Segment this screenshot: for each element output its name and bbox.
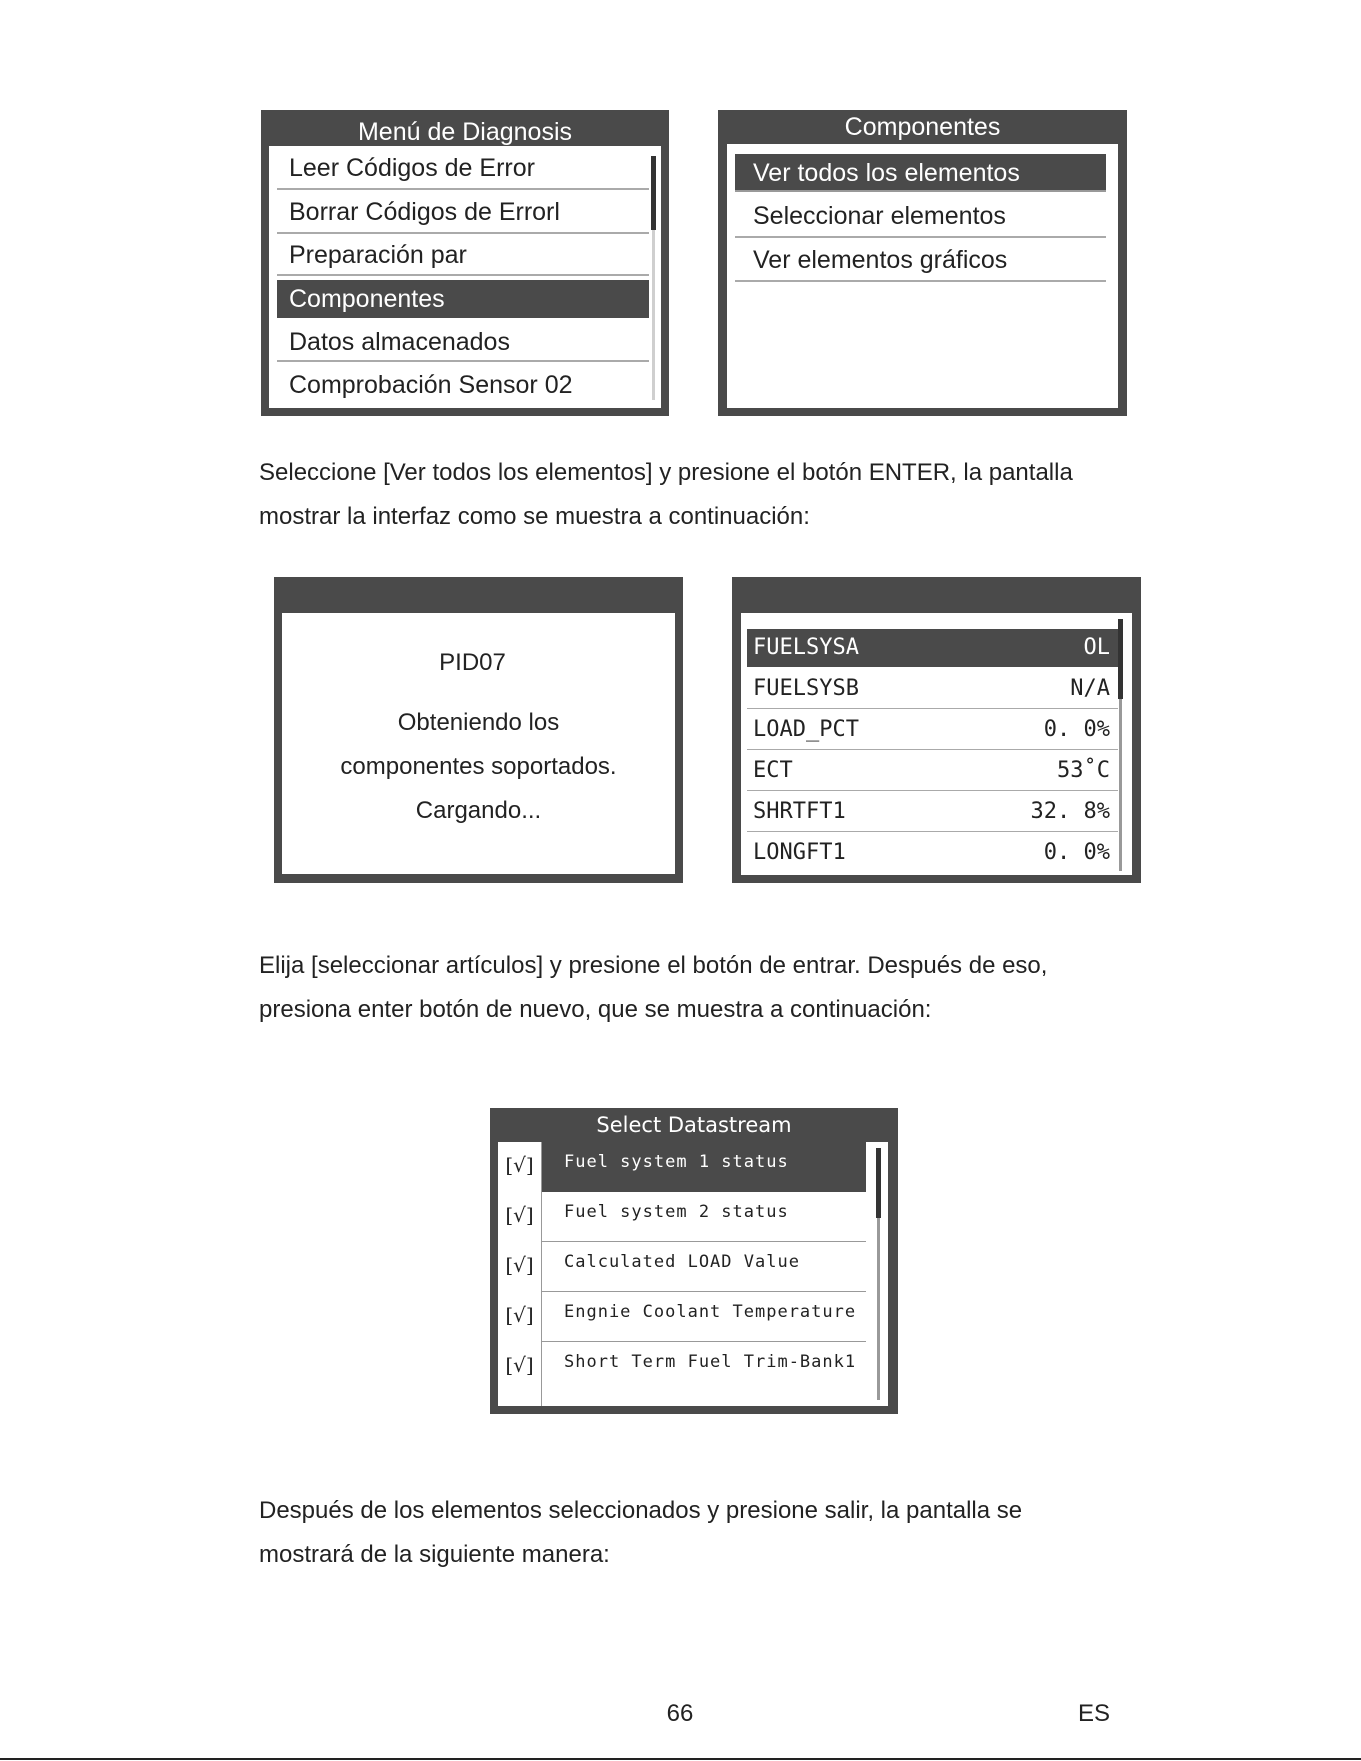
- loading-screen: [274, 577, 683, 883]
- pid-value: OL: [1083, 635, 1110, 660]
- live-data-row[interactable]: [747, 833, 1118, 873]
- menu-item-componentes[interactable]: [277, 280, 649, 318]
- menu-divider: [277, 188, 649, 190]
- components-title: Componentes: [844, 113, 1001, 141]
- menu-divider: [277, 232, 649, 234]
- checkbox[interactable]: [√]: [498, 1142, 542, 1192]
- menu-item-comprobacion-sensor[interactable]: [277, 364, 649, 406]
- menu-divider: [735, 190, 1106, 192]
- components-item-seleccionar[interactable]: [735, 196, 1106, 238]
- live-data-screen: [732, 577, 1141, 883]
- pid-value: N/A: [1070, 676, 1110, 701]
- components-item-graficos[interactable]: [735, 240, 1106, 282]
- loading-panel: [282, 613, 675, 874]
- components-list: [727, 144, 1118, 408]
- pid-value: 0. 0%: [1043, 717, 1110, 742]
- pid-value: 53˚C: [1057, 758, 1110, 783]
- menu-item-leer-codigos[interactable]: [277, 148, 649, 190]
- pid-name: LONGFT1: [753, 840, 846, 865]
- datastream-row[interactable]: [498, 1192, 888, 1242]
- menu-item-label: Comprobación Sensor 02: [289, 371, 573, 399]
- menu-scrollbar-thumb[interactable]: [651, 156, 656, 230]
- datastream-item-label: Engnie Coolant Temperature: [564, 1302, 857, 1322]
- pid-name: FUELSYSB: [753, 676, 859, 701]
- diagnosis-menu-screen: [261, 110, 669, 416]
- menu-item-borrar-codigos[interactable]: [277, 192, 649, 234]
- language-code: ES: [1078, 1700, 1111, 1727]
- diagnosis-menu-title: Menú de Diagnosis: [357, 118, 572, 146]
- datastream-list: [498, 1142, 888, 1406]
- datastream-row[interactable]: [498, 1342, 888, 1406]
- menu-divider: [735, 236, 1106, 238]
- components-item-label: Ver elementos gráficos: [753, 246, 1008, 274]
- page-bottom-rule: [0, 1758, 1361, 1760]
- menu-item-preparacion[interactable]: [277, 236, 649, 276]
- datastream-item-label: Fuel system 2 status: [564, 1202, 789, 1222]
- row-divider: [747, 790, 1118, 791]
- instruction-line: presiona enter botón de nuevo, que se muestra a continuación:: [259, 996, 932, 1023]
- datastream-title: Select Datastream: [596, 1113, 792, 1137]
- menu-item-label: Preparación par: [289, 241, 467, 269]
- page-number: 66: [666, 1700, 694, 1727]
- select-datastream-screen: [490, 1108, 898, 1414]
- live-data-row[interactable]: [747, 792, 1118, 832]
- instruction-paragraph-2: [259, 944, 1047, 1032]
- menu-divider: [277, 274, 649, 276]
- row-divider: [747, 831, 1118, 832]
- live-data-row[interactable]: [747, 629, 1118, 667]
- instruction-line: Elija [seleccionar artículos] y presione el botón de entrar. Después de eso,: [259, 952, 1048, 979]
- components-item-ver-todos[interactable]: [735, 154, 1106, 192]
- pid-label: PID07: [439, 649, 506, 676]
- menu-divider: [277, 360, 649, 362]
- pid-value: 32. 8%: [1030, 799, 1110, 824]
- pid-value: 0. 0%: [1043, 840, 1110, 865]
- components-item-label: Seleccionar elementos: [753, 202, 1006, 230]
- datastream-row[interactable]: [498, 1142, 888, 1192]
- checkbox[interactable]: [√]: [498, 1292, 542, 1342]
- components-screen: [718, 110, 1127, 416]
- menu-item-label: Borrar Códigos de Errorl: [289, 198, 560, 226]
- instruction-line: mostrar la interfaz como se muestra a continuación:: [259, 503, 810, 530]
- checkbox[interactable]: [√]: [498, 1342, 542, 1406]
- instruction-line: Después de los elementos seleccionados y presione salir, la pantalla se: [259, 1497, 1023, 1524]
- row-divider: [747, 749, 1118, 750]
- instruction-paragraph-3: [259, 1489, 1022, 1577]
- live-data-list: [741, 613, 1132, 875]
- datastream-row[interactable]: [498, 1292, 888, 1342]
- diagnosis-menu-list: [269, 146, 661, 408]
- pid-name: ECT: [753, 758, 793, 783]
- loading-message-line: componentes soportados.: [340, 753, 617, 780]
- live-data-scrollbar-thumb[interactable]: [1118, 619, 1123, 699]
- loading-message-line: Obteniendo los: [397, 709, 560, 736]
- pid-name: SHRTFT1: [753, 799, 846, 824]
- menu-item-label: Datos almacenados: [289, 328, 510, 356]
- menu-item-datos-almacenados[interactable]: [277, 322, 649, 362]
- instruction-line: mostrará de la siguiente manera:: [259, 1541, 610, 1568]
- components-item-label: Ver todos los elementos: [753, 159, 1020, 187]
- live-data-row[interactable]: [747, 669, 1118, 709]
- checkbox[interactable]: [√]: [498, 1242, 542, 1292]
- datastream-item-label: Fuel system 1 status: [542, 1142, 866, 1192]
- datastream-item-label: Calculated LOAD Value: [564, 1252, 800, 1272]
- datastream-scrollbar-thumb[interactable]: [876, 1148, 881, 1218]
- loading-status: Cargando...: [415, 797, 542, 824]
- pid-name: FUELSYSA: [753, 635, 859, 660]
- live-data-row[interactable]: [747, 751, 1118, 791]
- menu-item-label: Componentes: [289, 285, 445, 313]
- menu-divider: [735, 280, 1106, 282]
- datastream-row[interactable]: [498, 1242, 888, 1292]
- menu-item-label: Leer Códigos de Error: [289, 154, 535, 182]
- live-data-row[interactable]: [747, 710, 1118, 750]
- checkbox[interactable]: [√]: [498, 1192, 542, 1242]
- pid-name: LOAD_PCT: [753, 717, 859, 742]
- instruction-paragraph-1: [259, 451, 1073, 539]
- row-divider: [747, 708, 1118, 709]
- datastream-item-label: Short Term Fuel Trim-Bank1: [564, 1352, 857, 1372]
- instruction-line: Seleccione [Ver todos los elementos] y presione el botón ENTER, la pantalla: [259, 459, 1073, 486]
